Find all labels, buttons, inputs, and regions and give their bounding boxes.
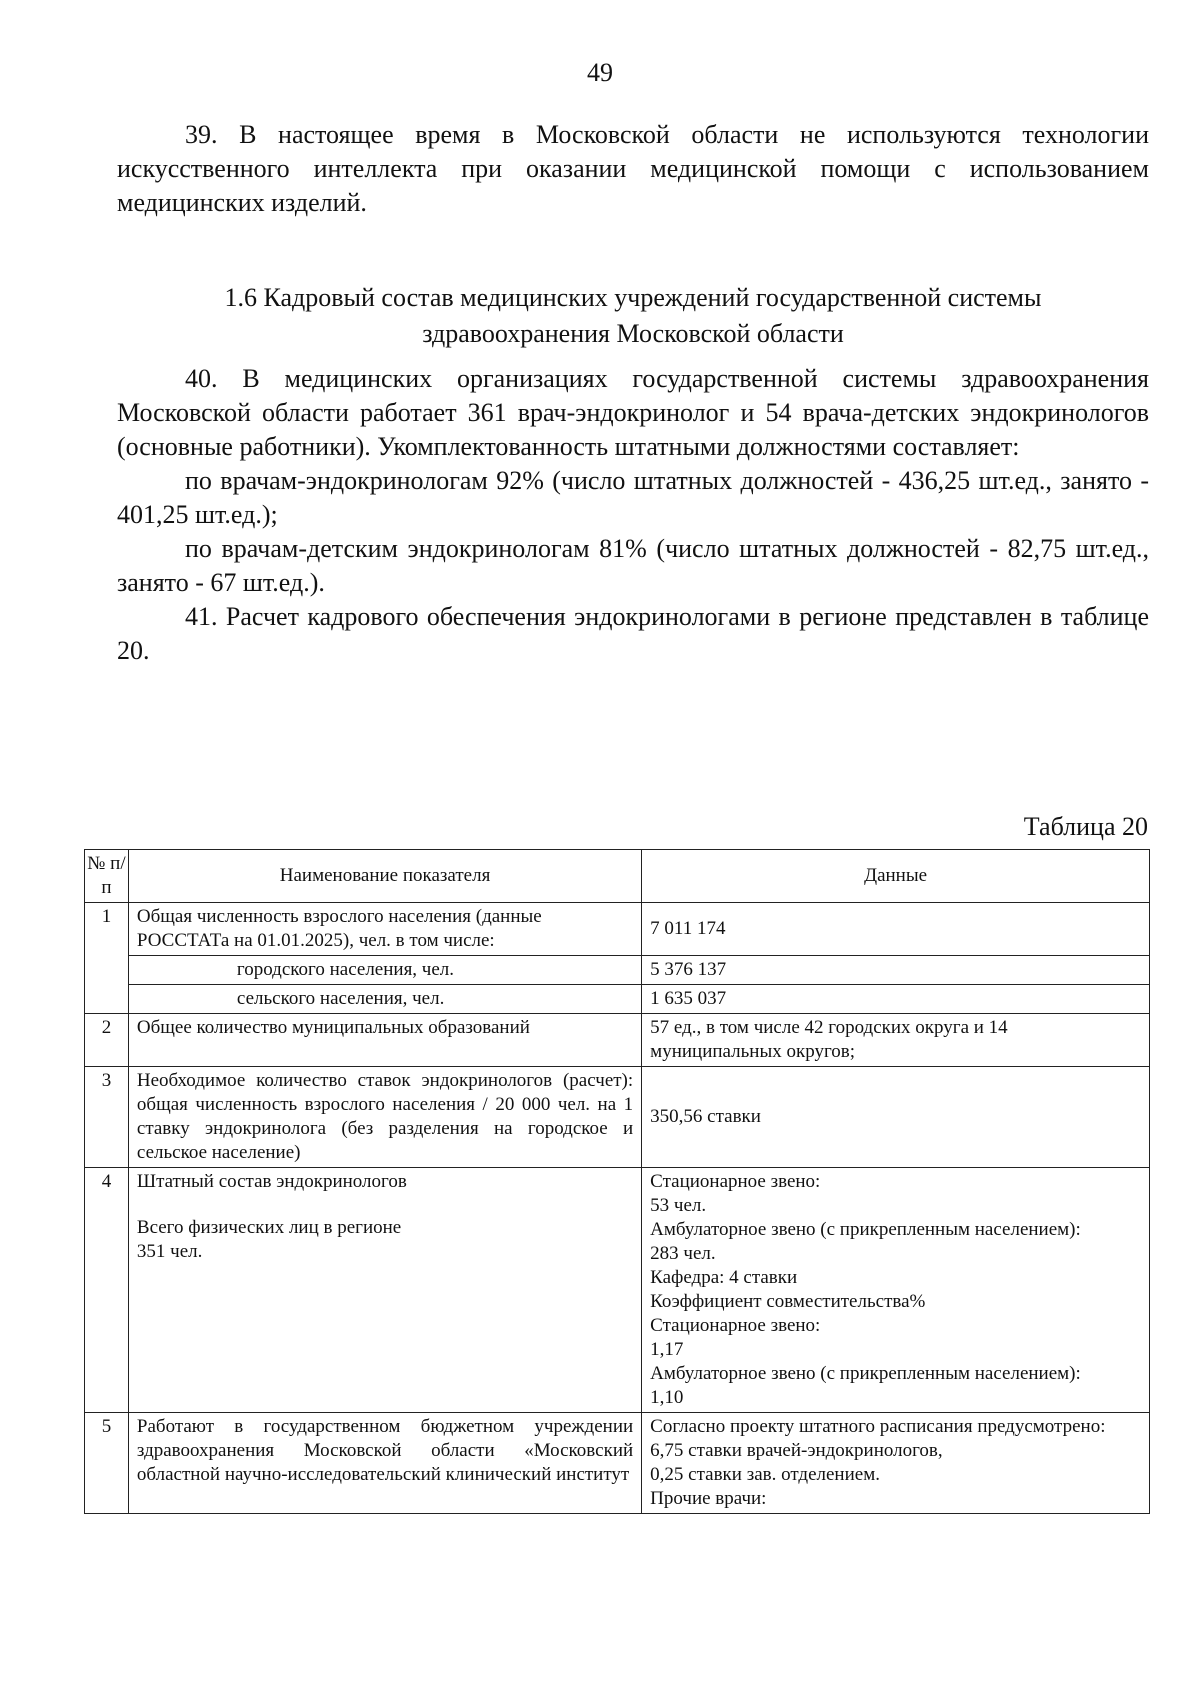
section-heading [117, 280, 1149, 352]
row5-name: Работают в государственном бюджетном учреждении здравоохранения Московской области «Московский областной научно-исследовательский клинический институт [128, 1413, 641, 1514]
row4-data-line: 1,10 [650, 1387, 684, 1408]
staffing-table [84, 849, 1150, 1514]
row4-name [128, 1168, 641, 1413]
row1-urban-label: городского населения, чел. [128, 956, 641, 985]
row2-name: Общее количество муниципальных образований [128, 1014, 641, 1067]
paragraph-41: 41. Расчет кадрового обеспечения эндокринологами в регионе представлен в таблице 20. [117, 602, 1149, 665]
table-row [85, 1168, 1150, 1413]
table-row [85, 956, 1150, 985]
header-data: Данные [642, 850, 1150, 903]
row4-data [642, 1168, 1150, 1413]
row2-data: 57 ед., в том числе 42 городских округа и 14 муниципальных округов; [642, 1014, 1150, 1067]
section-heading-line2: здравоохранения Московской области [422, 319, 844, 348]
row4-data-line: 1,17 [650, 1339, 684, 1360]
row4-name-line1: Штатный состав эндокринологов [136, 1171, 407, 1192]
row4-name-line2: Всего физических лиц в регионе [136, 1217, 402, 1238]
row4-data-line: 53 чел. [650, 1195, 707, 1216]
table-row [85, 1413, 1150, 1514]
header-name: Наименование показателя [128, 850, 641, 903]
row3-num: 3 [85, 1067, 129, 1168]
row4-data-line: Амбулаторное звено (с прикрепленным населением): [650, 1219, 1081, 1240]
row4-data-line: Коэффициент совместительства% [650, 1291, 926, 1312]
row4-data-line: Стационарное звено: [650, 1171, 821, 1192]
paragraph-39: 39. В настоящее время в Московской области не используются технологии искусственного интеллекта при оказании медицинской помощи с использованием медицинских изделий. [117, 120, 1149, 217]
section-heading-line1: 1.6 Кадровый состав медицинских учреждений государственной системы [224, 283, 1042, 312]
row4-data-line: Стационарное звено: [650, 1315, 821, 1336]
row3-name: Необходимое количество ставок эндокринологов (расчет): общая численность взрослого населения / 20 000 чел. на 1 ставку эндокринолога (без разделения на городское и сельское население) [128, 1067, 641, 1168]
row5-data-line: Прочие врачи: [650, 1488, 767, 1509]
row4-name-line3: 351 чел. [136, 1241, 203, 1262]
table-header-row [85, 850, 1150, 903]
paragraphs-40-41-block [117, 362, 1149, 668]
row1-num: 1 [85, 903, 129, 1014]
header-num: № п/п [85, 850, 129, 903]
table-row [85, 1067, 1150, 1168]
row1-name: Общая численность взрослого населения (данные РОССТАТа на 01.01.2025), чел. в том числе: [128, 903, 641, 956]
row1-rural-value: 1 635 037 [642, 985, 1150, 1014]
row4-num: 4 [85, 1168, 129, 1413]
row1-data: 7 011 174 [642, 903, 1150, 956]
row5-data-line: 0,25 ставки зав. отделением. [650, 1464, 880, 1485]
row5-data-line: Согласно проекту штатного расписания предусмотрено: [650, 1416, 1106, 1437]
row1-urban-value: 5 376 137 [642, 956, 1150, 985]
table-caption: Таблица 20 [1023, 812, 1148, 841]
row1-rural-label: сельского населения, чел. [128, 985, 641, 1014]
table-row [85, 985, 1150, 1014]
row5-data [642, 1413, 1150, 1514]
paragraph-40: 40. В медицинских организациях государственной системы здравоохранения Московской области работает 361 врач-эндокринолог и 54 врача-детских эндокринологов (основные работники). Укомплектованность штатными должностями составляет: [117, 364, 1149, 461]
row5-data-line: 6,75 ставки врачей-эндокринологов, [650, 1440, 943, 1461]
paragraph-39-block [117, 118, 1149, 220]
row4-data-line: Амбулаторное звено (с прикрепленным населением): [650, 1363, 1081, 1384]
paragraph-40-endocrinologists: по врачам-эндокринологам 92% (число штатных должностей - 436,25 шт.ед., занято - 401,25 шт.ед.); [117, 466, 1149, 529]
row4-name-gap [137, 1194, 633, 1216]
page-number: 49 [587, 58, 613, 87]
row4-data-line: Кафедра: 4 ставки [650, 1267, 798, 1288]
table-row [85, 903, 1150, 956]
row2-num: 2 [85, 1014, 129, 1067]
row3-data: 350,56 ставки [642, 1067, 1150, 1168]
table-row [85, 1014, 1150, 1067]
paragraph-40-child-endocrinologists: по врачам-детским эндокринологам 81% (число штатных должностей - 82,75 шт.ед., занято - 67 шт.ед.). [117, 534, 1149, 597]
row5-num: 5 [85, 1413, 129, 1514]
row4-data-line: 283 чел. [650, 1243, 716, 1264]
